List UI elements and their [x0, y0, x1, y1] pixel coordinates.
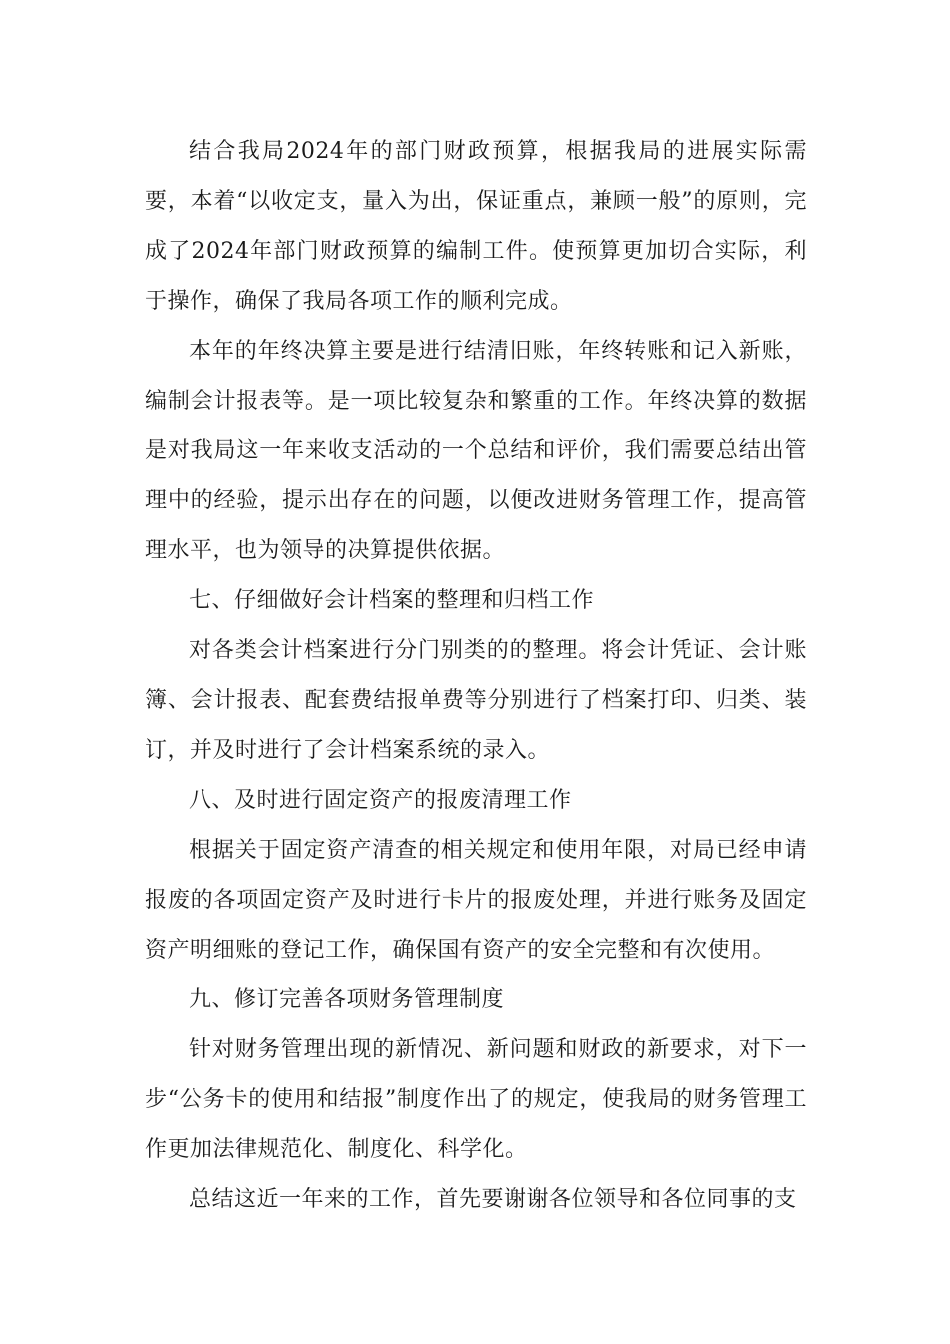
paragraph-budget: 结合我局2024年的部门财政预算，根据我局的进展实际需要，本着“以收定支，量入为出，保证重点，兼顾一般”的原则，完成了2024年部门财政预算的编制工件。使预算更加切合实际，利于操作，确保了我局各项工作的顺利完成。	[145, 139, 807, 314]
section-heading-fixed-assets: 八、及时进行固定资产的报废清理工作	[189, 787, 572, 813]
paragraph-final-accounts: 本年的年终决算主要是进行结清旧账，年终转账和记入新账，编制会计报表等。是一项比较复杂和繁重的工作。年终决算的数据是对我局这一年来收支活动的一个总结和评价，我们需要总结出管理中的经验，提示出存在的问题，以便改进财务管理工作，提高管理水平，也为领导的决算提供依据。	[145, 338, 807, 564]
paragraph-regulations: 针对财务管理出现的新情况、新问题和财政的新要求，对下一步“公务卡的使用和结报”制度作出了的规定，使我局的财务管理工作更加法律规范化、制度化、科学化。	[145, 1037, 807, 1163]
paragraph-summary: 总结这近一年来的工作，首先要谢谢各位领导和各位同事的支	[189, 1187, 797, 1213]
section-heading-archives: 七、仔细做好会计档案的整理和归档工作	[189, 588, 595, 614]
document-body	[145, 127, 807, 1225]
paragraph-fixed-assets: 根据关于固定资产清查的相关规定和使用年限，对局已经申请报废的各项固定资产及时进行卡片的报废处理，并进行账务及固定资产明细账的登记工作，确保国有资产的安全完整和有次使用。	[145, 837, 807, 963]
paragraph-archives: 对各类会计档案进行分门别类的的整理。将会计凭证、会计账簿、会计报表、配套费结报单费等分别进行了档案打印、归类、装订，并及时进行了会计档案系统的录入。	[145, 638, 807, 763]
section-heading-regulations: 九、修订完善各项财务管理制度	[189, 987, 505, 1013]
